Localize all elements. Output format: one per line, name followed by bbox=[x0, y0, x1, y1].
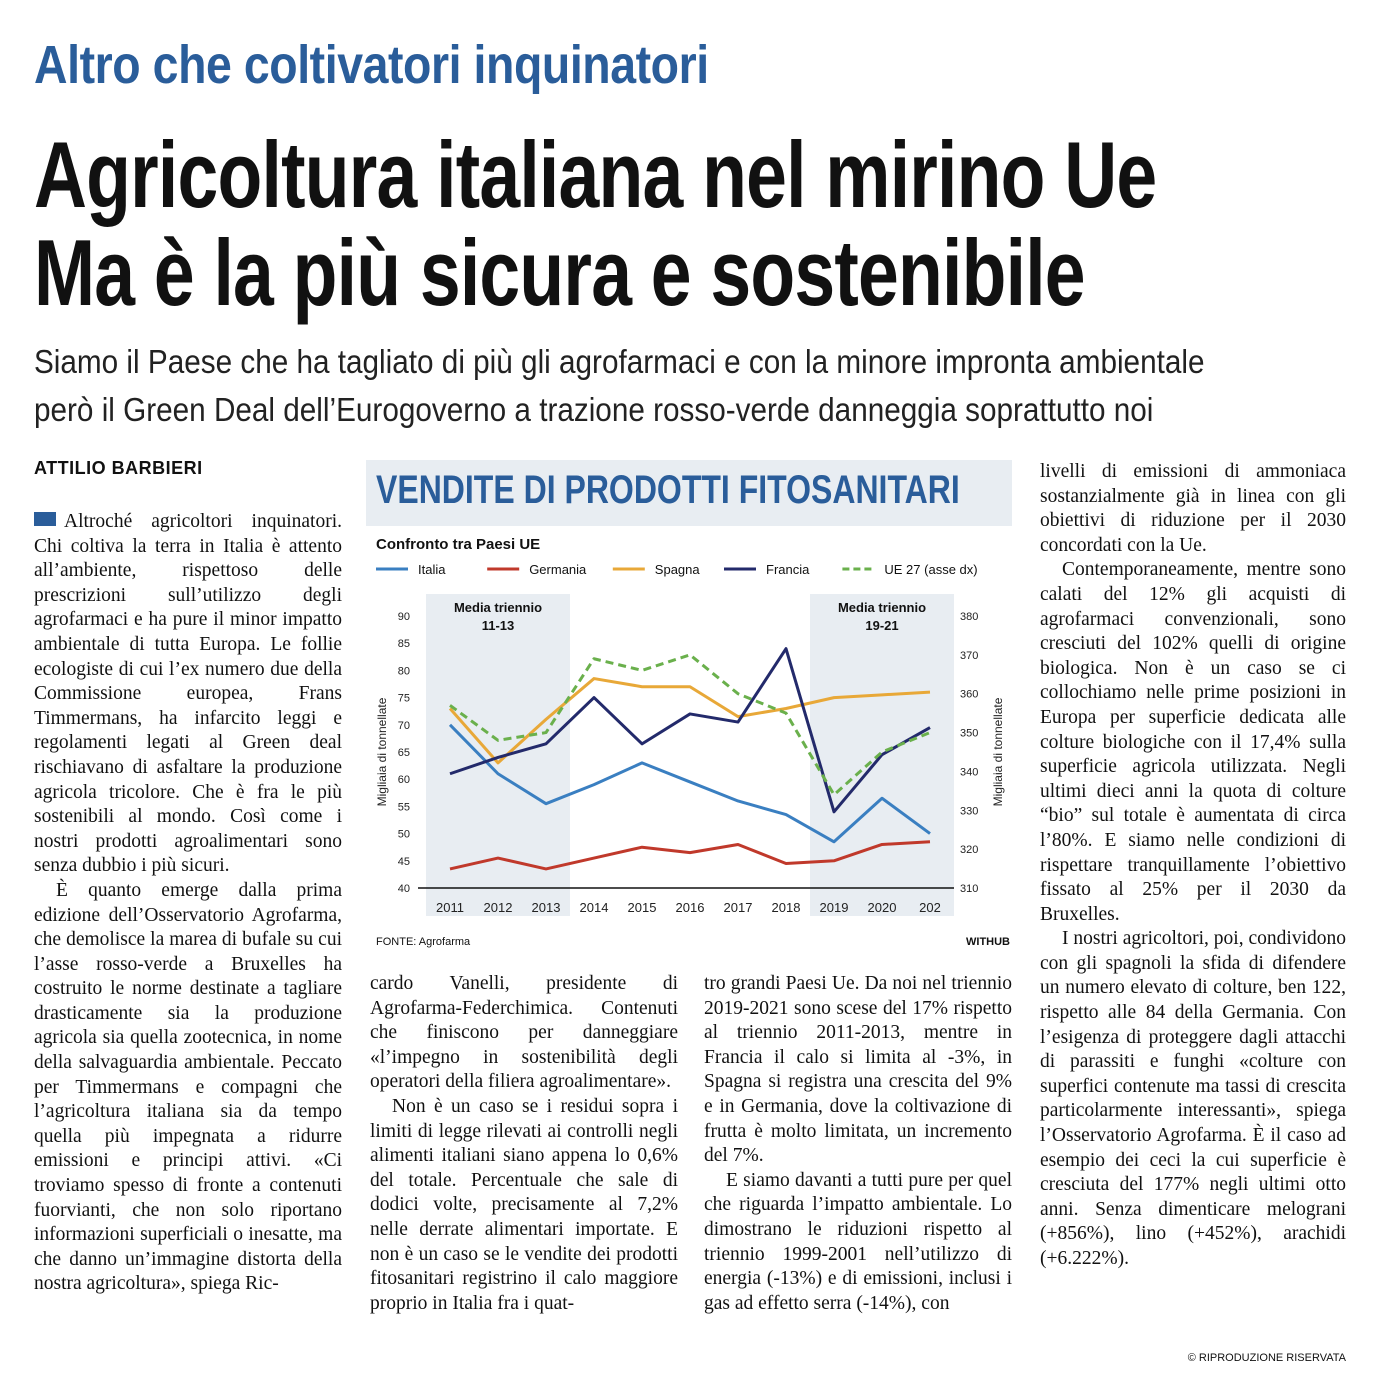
chart-source: FONTE: Agrofarma bbox=[376, 936, 471, 948]
article-column-2 bbox=[370, 972, 678, 1316]
headline-line-2: Ma è la più sicura e sostenibile bbox=[34, 220, 1085, 325]
y-right-axis-label: Migliaia di tonnellate bbox=[991, 697, 1005, 807]
band-label: Media triennio bbox=[837, 600, 927, 615]
paragraph: livelli di emissioni di ammoniaca sostanzialmente già in linea con gli obiettivi di riduzione per il 2030 concordati con la Ue. bbox=[1040, 461, 1346, 556]
kicker: Altro che coltivatori inquinatori bbox=[34, 35, 709, 95]
band-label: Media triennio bbox=[453, 600, 543, 615]
y-tick-label: 50 bbox=[397, 828, 410, 841]
article-column-1 bbox=[34, 510, 342, 1297]
y-right-tick-label: 350 bbox=[960, 727, 979, 740]
y-tick-label: 55 bbox=[397, 801, 410, 814]
y-right-tick-label: 330 bbox=[960, 805, 979, 818]
article-column-3 bbox=[704, 972, 1012, 1316]
y-tick-label: 45 bbox=[397, 855, 410, 868]
subhead-line-2: però il Green Deal dell’Eurogoverno a trazione rosso-verde danneggia soprattutto noi bbox=[34, 391, 1154, 428]
y-tick-label: 70 bbox=[397, 719, 410, 732]
paragraph: È quanto emerge dalla prima edizione dell’Osservatorio Agrofarma, che demolisce la marea di bufale su cui l’asse rosso-verde a Bruxelles ha costruito le norme destinate a tagliare drasticamente sia la produzione agricola sia quella zootecnica, in nome della salvaguardia ambientale. Peccato per Timmermans e compagni che l’agricoltura italiana sia da tempo quella più impegnata a ridurre emissioni e principi attivi. «Ci troviamo spesso di fronte a contenuti fuorvianti, che non solo riportano informazioni superficiali o inesatte, ma che danno un’immagine distorta della nostra agricoltura», spiega Ric- bbox=[34, 879, 342, 1295]
paragraph: Non è un caso se i residui sopra i limiti di legge rilevati ai controlli negli alimenti italiani siano appena lo 0,6% del totale. Percentuale che sale di dodici volte, precisamente al 7,2% nelle derrate alimentari importate. E non è un caso se le vendite dei prodotti fitosanitari registrino il calo maggiore proprio in Italia fra i quat- bbox=[370, 1095, 678, 1314]
y-right-tick-label: 360 bbox=[960, 688, 979, 701]
y-right-tick-label: 340 bbox=[960, 766, 979, 779]
x-tick-label: 2017 bbox=[723, 900, 753, 915]
chart-plot bbox=[366, 552, 1012, 962]
y-tick-label: 90 bbox=[397, 611, 410, 623]
y-axis-label: Migliaia di tonnellate bbox=[375, 697, 389, 807]
x-tick-label: 2011 bbox=[436, 900, 464, 915]
x-tick-label: 202 bbox=[919, 900, 941, 915]
x-tick-label: 2012 bbox=[483, 900, 513, 915]
x-tick-label: 2019 bbox=[819, 900, 849, 915]
y-tick-label: 40 bbox=[397, 883, 410, 895]
x-tick-label: 2015 bbox=[627, 900, 657, 915]
paragraph-text: Altroché agricoltori inquinatori. Chi coltiva la terra in Italia è attento all’ambiente, rispettoso delle prescrizioni sull’utilizzo degli agrofarmaci e ha pure il minor impatto ambientale di tutta Europa. Le follie ecologiste di cui l’ex numero due della Commissione europea, Frans Timmermans, ha infarcito leggi e regolamenti legati al Green deal rischiavano di asfaltare la produzione agricola tricolore. Che è fra le più sostenibili al mondo. Così come i nostri prodotti agroalimentari sono senza dubbio i più sicuri. bbox=[34, 511, 342, 877]
y-tick-label: 75 bbox=[397, 692, 410, 705]
paragraph: Contemporaneamente, mentre sono calati del 12% gli acquisti di agrofarmaci convenzionali, sono cresciuti del 102% quelli di origine biologica. Non è un caso se ci collochiamo nelle prime posizioni in Europa per superficie dedicata alle colture biologiche con il 17,4% sulla superficie agricola utilizzata. Negli ultimi dieci anni la quota di colture “bio” sul totale è aumentata di circa l’80%. E siamo nelle condizioni di rispettare tranquillamente l’obiettivo fissato al 25% per il 2030 da Bruxelles. bbox=[1040, 559, 1346, 925]
band-label: 19-21 bbox=[865, 618, 899, 633]
band-label: 11-13 bbox=[481, 618, 515, 633]
chart bbox=[366, 460, 1012, 958]
legend-label: Germania bbox=[529, 562, 587, 577]
chart-brand: WITHUB bbox=[966, 936, 1010, 948]
y-right-tick-label: 370 bbox=[960, 649, 979, 662]
byline: ATTILIO BARBIERI bbox=[34, 458, 203, 478]
y-tick-label: 80 bbox=[397, 665, 410, 678]
y-tick-label: 65 bbox=[397, 747, 410, 759]
copyright: © RIPRODUZIONE RISERVATA bbox=[1187, 1352, 1346, 1364]
article-column-4 bbox=[1040, 460, 1346, 1272]
legend-label: UE 27 (asse dx) bbox=[884, 562, 978, 577]
headline-line-1: Agricoltura italiana nel mirino Ue bbox=[34, 122, 1157, 227]
x-tick-label: 2014 bbox=[579, 900, 609, 915]
legend-label: Spagna bbox=[654, 562, 700, 577]
paragraph: cardo Vanelli, presidente di Agrofarma-Federchimica. Contenuti che finiscono per danneggiare «l’impegno in sostenibilità degli operatori della filiera agroalimentare». bbox=[370, 973, 678, 1093]
legend-label: Francia bbox=[766, 562, 810, 577]
x-tick-label: 2020 bbox=[867, 900, 897, 915]
y-tick-label: 60 bbox=[397, 774, 410, 787]
paragraph: I nostri agricoltori, poi, condividono con gli spagnoli la sfida di difendere un numero elevato di colture, ben 122, rispetto alle 84 della Germania. Con l’esigenza di proteggere dagli attacchi di parassiti e funghi «colture con superfici contenute ma tassi di crescita particolarmente interessanti», spiega l’Osservatorio Agrofarma. È il caso ad esempio dei ceci la cui superficie è cresciuta del 177% negli ultimi otto anni. Senza dimenticare melograni (+856%), lino (+452%), arachidi (+6.222%). bbox=[1040, 928, 1346, 1269]
y-right-tick-label: 310 bbox=[960, 883, 979, 895]
y-right-tick-label: 380 bbox=[960, 611, 979, 623]
paragraph: tro grandi Paesi Ue. Da noi nel triennio 2019-2021 sono scese del 17% rispetto al triennio 2011-2013, mentre in Francia il calo si limita al -3%, in Spagna si registra una crescita del 9% e in Germania, dove la coltivazione di frutta è molto limitata, un incremento del 7%. bbox=[704, 973, 1012, 1167]
paragraph-marker-icon bbox=[34, 512, 56, 526]
paragraph: E siamo davanti a tutti pure per quel che riguarda l’impatto ambientale. Lo dimostrano le riduzioni rispetto al triennio 1999-2001 nell’utilizzo di energia (-13%) e di emissioni, inclusi i gas ad effetto serra (-14%), con bbox=[704, 1169, 1012, 1314]
paragraph bbox=[34, 510, 342, 879]
chart-subtitle: Confronto tra Paesi UE bbox=[376, 536, 541, 553]
y-right-tick-label: 320 bbox=[960, 844, 979, 857]
chart-title: VENDITE DI PRODOTTI FITOSANITARI bbox=[376, 468, 960, 512]
legend-label: Italia bbox=[418, 562, 446, 577]
x-tick-label: 2013 bbox=[531, 900, 561, 915]
subhead-line-1: Siamo il Paese che ha tagliato di più gli agrofarmaci e con la minore impronta ambientale bbox=[34, 343, 1205, 380]
x-tick-label: 2016 bbox=[675, 900, 705, 915]
x-tick-label: 2018 bbox=[771, 900, 801, 915]
y-tick-label: 85 bbox=[397, 638, 410, 651]
